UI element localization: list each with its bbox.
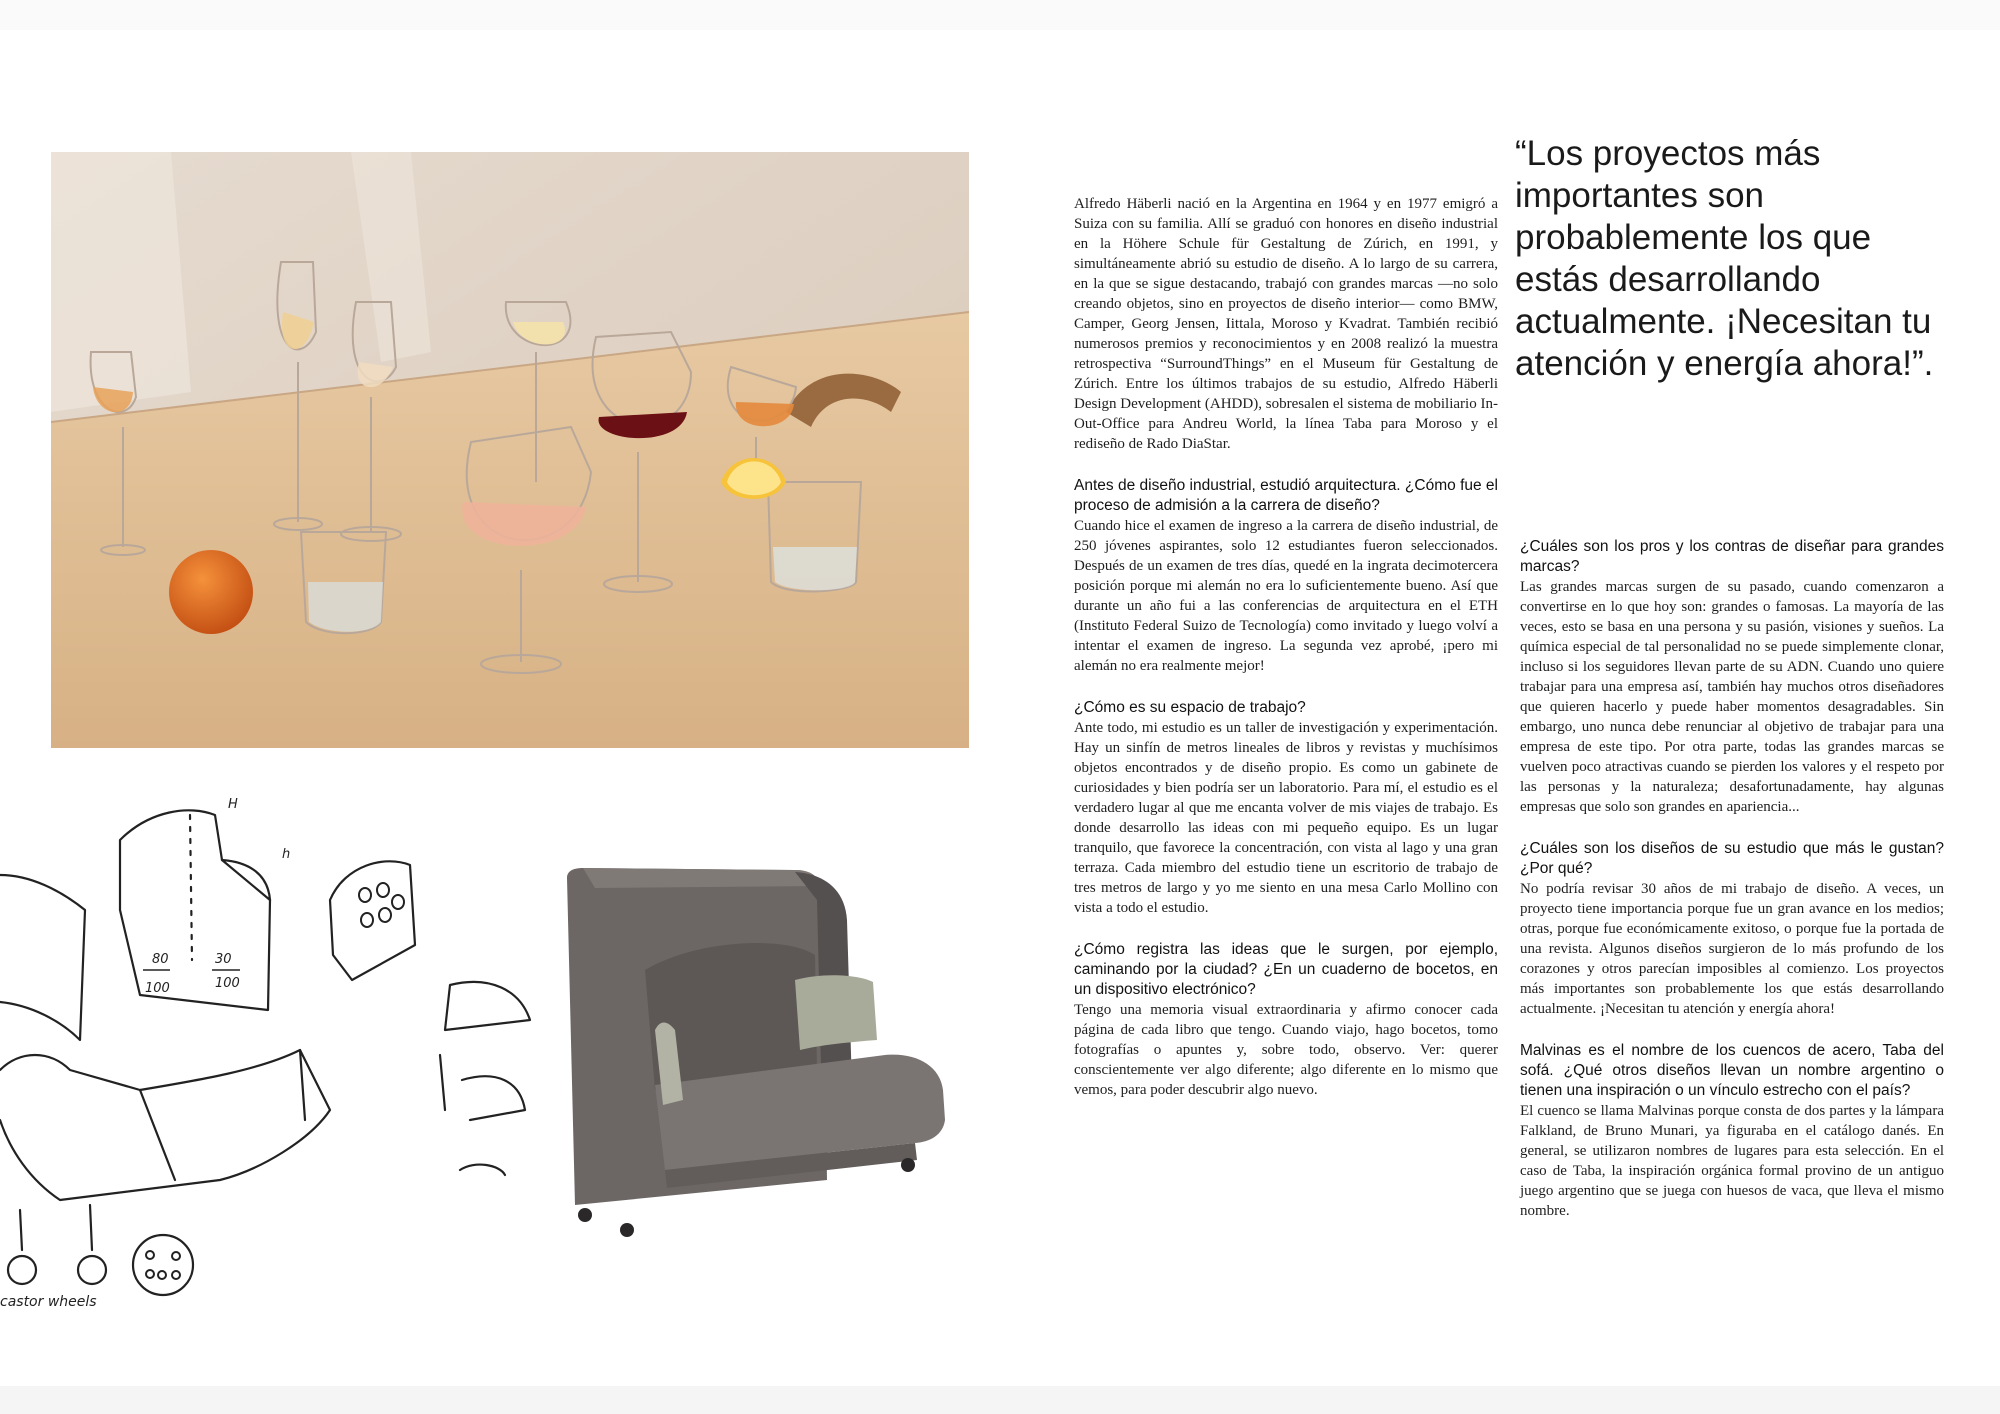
qa-item (1074, 940, 1498, 1100)
answer-paragraph: Las grandes marcas surgen de su pasado, cuando comenzaron a convertirse en lo que hoy son: grandes o famosas. La mayoría de las veces, esto se basa en una persona y su pasión, visiones y sueños. La química especial de tal personalidad no se puede simplemente clonar, incluso si los seguidores llevan parte de su ADN. Cuando uno quiere trabajar para una empresa así, también hay muchos otros diseñadores que quieren hacerlo y puede haber momentos desagradables. Sin embargo, uno nunca debe renunciar al objetivo de trabajar para una empresa de este tipo. Por otra parte, todas las grandes marcas se vuelven poco atractivas cuando se pierden los valores y el respeto por las personas y la naturaleza; desafortunadamente, hay algunas empresas que solo son grandes en apariencia... (1520, 579, 1944, 815)
question-heading: Malvinas es el nombre de los cuencos de acero, Taba del sofá. ¿Qué otros diseños llevan un nombre argentino o tienen una inspiración o un vínculo estrecho con el país? (1520, 1042, 1944, 1099)
qa-item (1520, 1041, 1944, 1221)
page-bottom-margin (0, 1386, 2000, 1414)
page-top-margin (0, 0, 2000, 30)
question-heading: ¿Cómo es su espacio de trabajo? (1074, 699, 1306, 716)
sofa-photo (555, 860, 955, 1240)
question-heading: ¿Cómo registra las ideas que le surgen, por ejemplo, caminando por la ciudad? ¿En un cuaderno de bocetos, en un dispositivo electrónico? (1074, 941, 1498, 998)
intro-paragraph: Alfredo Häberli nació en la Argentina en 1964 y en 1977 emigró a Suiza con su familia. Allí se graduó con honores en diseño industrial en la Höhere Schule für Gestaltung de Zúrich, en 1991, y simultáneamente abrió su estudio de diseño. A lo largo de su carrera, en la que se sigue destacando, trabajó con grandes marcas —no solo creando objetos, sino en proyectos de diseño interior— como BMW, Camper, Georg Jensen, Iittala, Moroso y Kvadrat. También recibió numerosos premios y reconocimientos y en 2008 realizó la muestra retrospectiva “SurroundThings” en el Museum für Gestaltung de Zúrich. Entre los últimos trabajos de su estudio, Alfredo Häberli Design Development (AHDD), sobresalen el sistema de mobiliario In-Out-Office para Andreu World, la línea Taba para Moroso y el rediseño de Rado DiaStar. (1074, 196, 1498, 452)
pull-quote: “Los proyectos más importantes son probablemente los que estás desarrollando actualmente. ¡Necesitan tu atención y energía ahora!”. (1515, 134, 1934, 383)
qa-item (1520, 537, 1944, 817)
sketch-label-h-lower: h (282, 847, 291, 862)
qa-item (1074, 476, 1498, 676)
qa-item (1074, 698, 1498, 918)
question-heading: ¿Cuáles son los pros y los contras de diseñar para grandes marcas? (1520, 538, 1944, 575)
article-column-left (1074, 194, 1498, 1122)
article-column-right (1520, 537, 1944, 1243)
sketch-label-h-upper: H (228, 797, 238, 812)
sketch-dim-top-2: 30 (215, 952, 232, 967)
sketch-dim-top-1: 80 (152, 952, 169, 967)
sketch-dim-bot-2: 100 (215, 976, 240, 991)
sketch-caption: castor wheels (0, 1294, 97, 1310)
answer-paragraph: Ante todo, mi estudio es un taller de investigación y experimentación. Hay un sinfín de metros lineales de libros y revistas y muchísimos objetos encontrados y de diseño propio. Es como un gabinete de curiosidades y bien podría ser un laboratorio. Para mí, el estudio es el verdadero lugar al que me encanta volver de mis viajes de trabajo. Es donde desarrollo las ideas con mi pequeño equipo. Es un lugar tranquilo, que favorece la concentración, con vista al lago y una gran terraza. Cada miembro del estudio tiene un escritorio de trabajo de tres metros de largo y yo me siento en una mesa Carlo Mollino con vista a todo el estudio. (1074, 720, 1498, 916)
answer-paragraph: No podría revisar 30 años de mi trabajo de diseño. A veces, un proyecto tiene importancia porque fue un gran avance en los medios; otras, porque fue económicamente exitoso, o porque fue la portada de una revista. Algunos diseños surgieron de lo más profundo de los corazones y otros parecían imposibles al comienzo. Los proyectos más importantes son probablemente los que estás desarrollando actualmente. ¡Necesitan tu atención y energía ahora! (1520, 881, 1944, 1017)
question-heading: Antes de diseño industrial, estudió arquitectura. ¿Cómo fue el proceso de admisión a la carrera de diseño? (1074, 477, 1498, 514)
answer-paragraph: El cuenco se llama Malvinas porque consta de dos partes y la lámpara Falkland, de Bruno Munari, ya figuraba en el catálogo danés. En general, se utilizaron nombres de lugares para esta selección. En el caso de Taba, la inspiración orgánica formal provino de un antiguo juego argentino que se juega con huesos de vaca, que lleva el mismo nombre. (1520, 1103, 1944, 1219)
answer-paragraph: Tengo una memoria visual extraordinaria y afirmo conocer cada página de cada libro que tengo. Cuando viajo, hago bocetos, tomo fotografías o apuntes y, sobre todo, observo. Ver: querer conscientemente ver algo diferente; algo diferente en lo mismo que vemos, para poder descubrir algo nuevo. (1074, 1002, 1498, 1098)
answer-paragraph: Cuando hice el examen de ingreso a la carrera de diseño industrial, de 250 jóvenes aspirantes, solo 12 estudiantes fueron seleccionados. Después de un examen de tres días, quedé en la ingrata decimotercera posición porque mi alemán no era lo suficientemente bueno. Así que durante un año fui a las conferencias de arquitectura en el ETH (Instituto Federal Suizo de Tecnología) como invitado y luego volví a intentar el examen de ingreso. La segunda vez aprobé, ¡pero mi alemán no era realmente mejor! (1074, 518, 1498, 674)
hand-sketch (0, 780, 560, 1320)
glasses-photo (51, 152, 969, 748)
qa-item (1520, 839, 1944, 1019)
sketch-dim-bot-1: 100 (145, 981, 170, 996)
question-heading: ¿Cuáles son los diseños de su estudio que más le gustan? ¿Por qué? (1520, 840, 1944, 877)
